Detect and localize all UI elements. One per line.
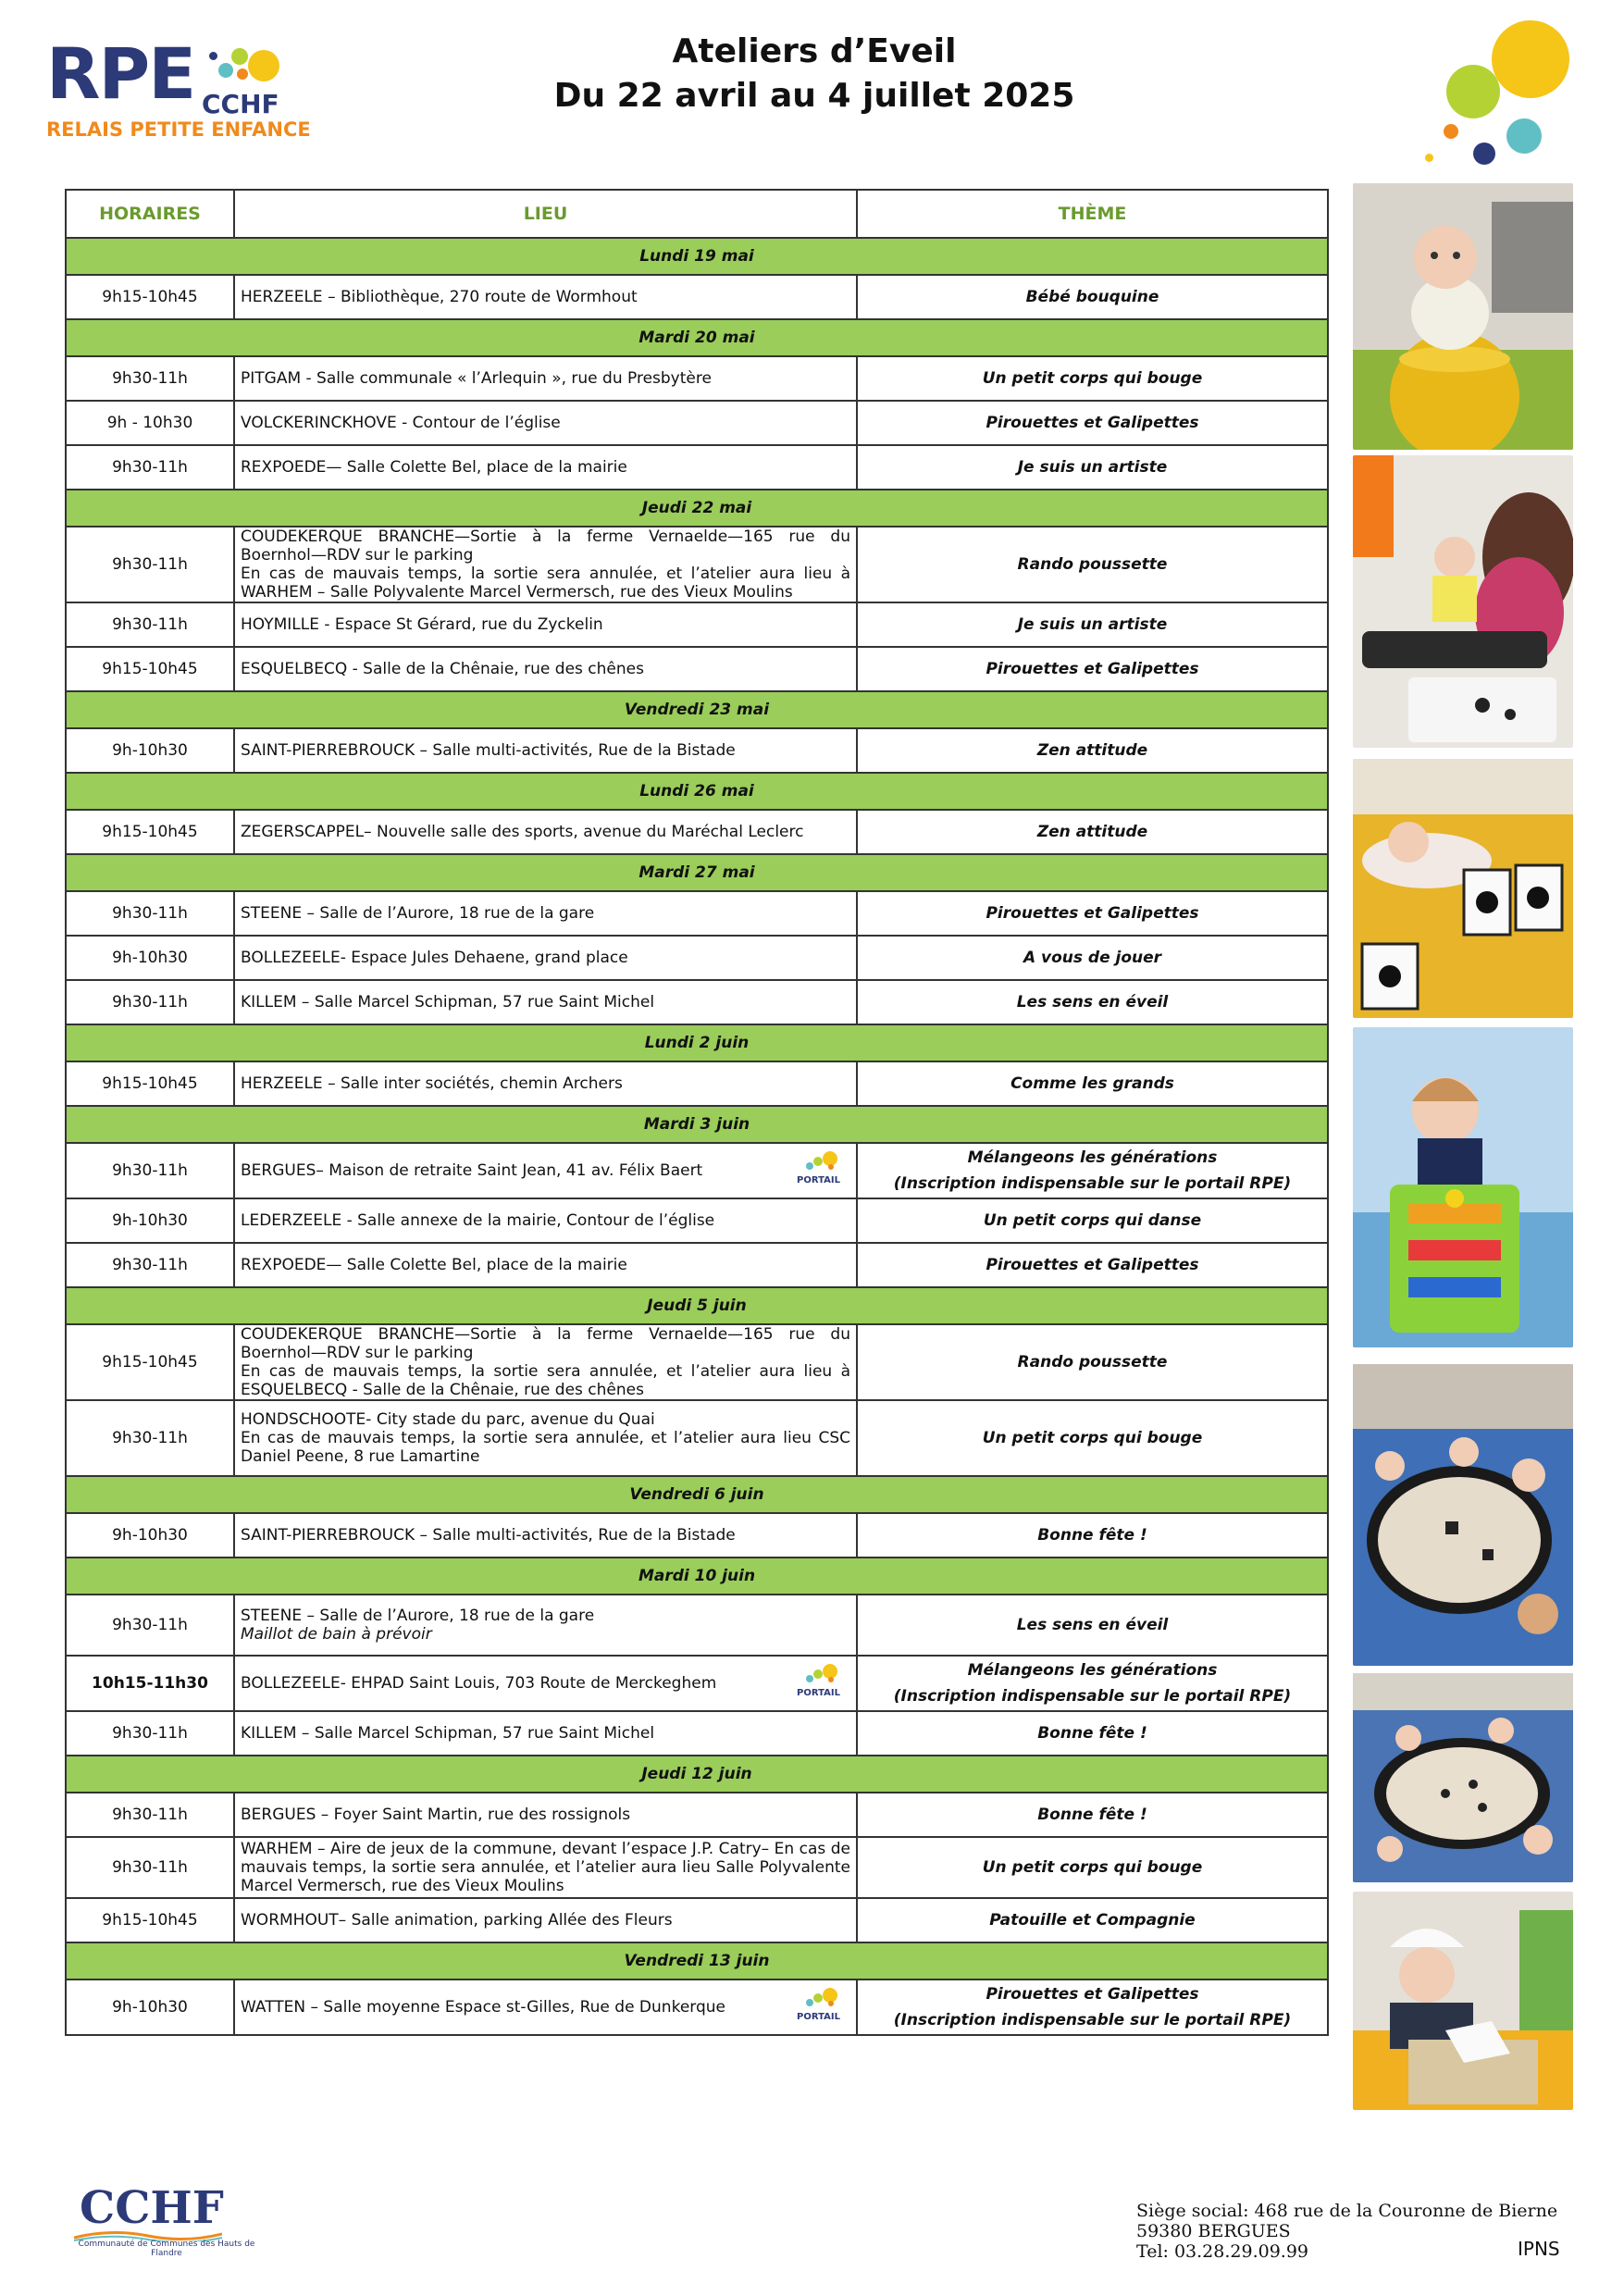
theme-cell [857,1243,1328,1287]
day-label: Lundi 26 mai [66,773,1328,810]
logo-dot-navy [209,52,217,60]
theme-cell [857,647,1328,691]
time-cell: 9h-10h30 [66,728,234,773]
portal-label: PORTAIL [797,1175,840,1185]
day-label: Vendredi 6 juin [66,1476,1328,1513]
day-row [66,1106,1328,1143]
portal-rpe-icon [795,1986,843,2029]
lieu-line: En cas de mauvais temps, la sortie sera annulée, et l’atelier aura lieu à ESQUELBECQ - Salle de la Chênaie, rue des chênes [241,1362,850,1399]
time-cell: 9h30-11h [66,602,234,647]
table-row [66,810,1328,854]
day-label: Jeudi 22 mai [66,490,1328,527]
theme-cell [857,445,1328,490]
theme-cell [857,1980,1328,2035]
table-row [66,1837,1328,1898]
lieu-line: STEENE – Salle de l’Aurore, 18 rue de la gare [241,1607,595,1625]
time-cell: 9h30-11h [66,1793,234,1837]
theme-title: Bonne fête ! [1037,1806,1147,1824]
day-label: Lundi 2 juin [66,1024,1328,1061]
theme-title: A vous de jouer [1023,949,1162,967]
table-row [66,401,1328,445]
day-label: Mardi 20 mai [66,319,1328,356]
theme-title: Mélangeons les générations [967,1661,1218,1680]
footer-address [1136,2201,1557,2262]
table-row [66,356,1328,401]
lieu-line: HERZEELE – Bibliothèque, 270 route de Wormhout [241,288,638,306]
lieu-line: KILLEM – Salle Marcel Schipman, 57 rue Saint Michel [241,1724,655,1743]
photo-child-hammer-toy [1353,1027,1573,1347]
day-row [66,238,1328,275]
address-line-3: Tel: 03.28.29.09.99 [1136,2241,1309,2262]
table-header-row [66,190,1328,238]
day-label: Lundi 19 mai [66,238,1328,275]
time-cell: 9h-10h30 [66,936,234,980]
theme-title: Pirouettes et Galipettes [986,1256,1199,1274]
table-row [66,1198,1328,1243]
table-row [66,1324,1328,1400]
logo-dot-green [231,48,248,65]
theme-cell [857,1711,1328,1756]
lieu-line: WARHEM – Aire de jeux de la commune, devant l’espace J.P. Catry– En cas de mauvais temps, la sortie sera annulée, et l’atelier aura lieu Salle Polyvalente Marcel Vermersch, rue des Vieux Moulins [241,1840,850,1895]
lieu-cell [234,1198,857,1243]
table-row [66,445,1328,490]
table-row [66,1143,1328,1198]
time-cell: 9h30-11h [66,980,234,1024]
lieu-line: ESQUELBECQ - Salle de la Chênaie, rue des chênes [241,660,644,678]
theme-title: Pirouettes et Galipettes [986,1985,1199,2004]
lieu-cell [234,1513,857,1558]
time-cell: 9h30-11h [66,1595,234,1656]
header-lieu: LIEU [234,190,857,238]
theme-title: Rando poussette [1017,1353,1168,1371]
table-row [66,1595,1328,1656]
lieu-line: WORMHOUT– Salle animation, parking Allée des Fleurs [241,1911,673,1930]
theme-title: Les sens en éveil [1016,1616,1169,1634]
theme-note: (Inscription indispensable sur le portail RPE) [893,1687,1292,1706]
deco-dot-small-yellow [1425,154,1433,162]
theme-title: Patouille et Compagnie [989,1911,1196,1930]
theme-cell [857,1198,1328,1243]
photo-baby-contrast-cards [1353,759,1573,1018]
theme-cell [857,980,1328,1024]
theme-cell [857,1595,1328,1656]
day-label: Vendredi 23 mai [66,691,1328,728]
table-row [66,728,1328,773]
theme-cell [857,810,1328,854]
lieu-line: BOLLEZEELE- Espace Jules Dehaene, grand place [241,949,628,967]
theme-title: Pirouettes et Galipettes [986,660,1199,678]
cchf-footer-logo [37,2182,255,2258]
logo-subtitle: RELAIS PETITE ENFANCE [46,118,311,141]
theme-note: (Inscription indispensable sur le portail RPE) [893,2011,1292,2029]
time-cell: 9h30-11h [66,356,234,401]
lieu-cell [234,728,857,773]
theme-title: Comme les grands [1010,1074,1174,1093]
table-row [66,602,1328,647]
lieu-line: REXPOEDE— Salle Colette Bel, place de la mairie [241,1256,627,1274]
photo-child-paper-hat [1353,1892,1573,2110]
lieu-cell [234,1711,857,1756]
photo-children-beans [1353,1673,1573,1882]
time-cell: 9h - 10h30 [66,401,234,445]
table-row [66,936,1328,980]
logo-cchf-text: CCHF [202,89,279,119]
theme-title: Un petit corps qui bouge [982,1429,1203,1447]
theme-cell [857,1143,1328,1198]
theme-title: Je suis un artiste [1017,458,1168,477]
header-theme: THÈME [857,190,1328,238]
theme-cell [857,1061,1328,1106]
footer-logo-subtitle: Communauté de Communes des Hauts de Flandre [78,2240,255,2258]
day-row [66,1476,1328,1513]
footer-logo-text: CCHF [80,2182,224,2234]
lieu-cell [234,1143,857,1198]
lieu-cell [234,356,857,401]
theme-title: Je suis un artiste [1017,615,1168,634]
lieu-line: KILLEM – Salle Marcel Schipman, 57 rue Saint Michel [241,993,655,1011]
table-row [66,527,1328,602]
table-row [66,1980,1328,2035]
lieu-line: REXPOEDE— Salle Colette Bel, place de la mairie [241,458,627,477]
table-row [66,275,1328,319]
lieu-cell [234,810,857,854]
lieu-line: SAINT-PIERREBROUCK – Salle multi-activités, Rue de la Bistade [241,1526,736,1545]
lieu-line: SAINT-PIERREBROUCK – Salle multi-activités, Rue de la Bistade [241,741,736,760]
theme-cell [857,1324,1328,1400]
theme-title: Zen attitude [1036,823,1148,841]
theme-cell [857,728,1328,773]
theme-title: Un petit corps qui danse [983,1211,1202,1230]
day-row [66,773,1328,810]
time-cell: 9h-10h30 [66,1198,234,1243]
rpe-logo [46,32,311,150]
lieu-cell [234,445,857,490]
lieu-cell [234,891,857,936]
portal-rpe-icon [795,1662,843,1705]
theme-title: Les sens en éveil [1016,993,1169,1011]
lieu-line: PITGAM - Salle communale « l’Arlequin », rue du Presbytère [241,369,712,388]
time-cell: 9h15-10h45 [66,1061,234,1106]
theme-cell [857,356,1328,401]
title-line-2: Du 22 avril au 4 juillet 2025 [553,77,1075,115]
portal-label: PORTAIL [797,1688,840,1698]
lieu-line: ZEGERSCAPPEL– Nouvelle salle des sports, avenue du Maréchal Leclerc [241,823,804,841]
lieu-cell [234,980,857,1024]
photo-baby-ball [1353,183,1573,450]
time-cell: 9h-10h30 [66,1513,234,1558]
logo-dot-teal [218,63,233,78]
theme-cell [857,1656,1328,1711]
lieu-cell [234,602,857,647]
time-cell: 9h30-11h [66,1143,234,1198]
time-cell: 9h30-11h [66,1243,234,1287]
lieu-cell [234,1243,857,1287]
table-row [66,1061,1328,1106]
lieu-cell [234,647,857,691]
day-row [66,1942,1328,1980]
time-cell: 9h15-10h45 [66,275,234,319]
lieu-line: HERZEELE – Salle inter sociétés, chemin Archers [241,1074,623,1093]
lieu-cell [234,1898,857,1942]
day-row [66,1287,1328,1324]
lieu-cell [234,1061,857,1106]
schedule-body [66,238,1328,2035]
deco-dot-navy [1473,143,1495,165]
time-cell: 9h15-10h45 [66,647,234,691]
theme-title: Bébé bouquine [1025,288,1159,306]
day-label: Jeudi 12 juin [66,1756,1328,1793]
table-row [66,1513,1328,1558]
table-row [66,647,1328,691]
lieu-line: HOYMILLE - Espace St Gérard, rue du Zyckelin [241,615,603,634]
theme-cell [857,891,1328,936]
lieu-cell [234,1656,857,1711]
theme-title: Zen attitude [1036,741,1148,760]
day-label: Mardi 10 juin [66,1558,1328,1595]
deco-dot-teal [1506,118,1542,154]
day-row [66,490,1328,527]
theme-title: Un petit corps qui bouge [982,1858,1203,1877]
lieu-line: VOLCKERINCKHOVE - Contour de l’église [241,414,561,432]
lieu-line: COUDEKERQUE BRANCHE—Sortie à la ferme Vernaelde—165 rue du Boernhol—RDV sur le parking [241,1325,850,1362]
deco-dot-yellow [1492,20,1569,98]
time-cell: 9h15-10h45 [66,1898,234,1942]
lieu-cell [234,527,857,602]
lieu-cell [234,1400,857,1476]
theme-title: Pirouettes et Galipettes [986,904,1199,923]
lieu-line: BERGUES – Foyer Saint Martin, rue des rossignols [241,1806,631,1824]
theme-note: (Inscription indispensable sur le portail RPE) [893,1174,1292,1193]
lieu-cell [234,1793,857,1837]
day-label: Vendredi 13 juin [66,1942,1328,1980]
address-line-2: 59380 BERGUES [1136,2221,1291,2241]
day-row [66,1024,1328,1061]
time-cell: 9h30-11h [66,891,234,936]
theme-cell [857,1793,1328,1837]
day-label: Mardi 3 juin [66,1106,1328,1143]
time-cell: 9h-10h30 [66,1980,234,2035]
lieu-line: WATTEN – Salle moyenne Espace st-Gilles, Rue de Dunkerque [241,1998,725,2017]
lieu-line: Maillot de bain à prévoir [241,1625,432,1644]
logo-dot-yellow [248,50,279,81]
portal-label: PORTAIL [797,2012,840,2022]
lieu-line: En cas de mauvais temps, la sortie sera annulée, et l’atelier aura lieu CSC Daniel Peene, 8 rue Lamartine [241,1429,850,1466]
lieu-line: HONDSCHOOTE- City stade du parc, avenue du Quai [241,1410,655,1429]
deco-dot-orange [1444,124,1458,139]
time-cell: 9h15-10h45 [66,1324,234,1400]
day-row [66,319,1328,356]
lieu-line: LEDERZEELE - Salle annexe de la mairie, Contour de l’église [241,1211,715,1230]
lieu-cell [234,1595,857,1656]
time-cell: 9h30-11h [66,527,234,602]
photo-children-sand-table [1353,1364,1573,1666]
table-row [66,891,1328,936]
logo-rpe-text: RPE [46,32,195,115]
time-cell: 9h30-11h [66,1837,234,1898]
table-row [66,1898,1328,1942]
lieu-cell [234,936,857,980]
theme-title: Bonne fête ! [1037,1724,1147,1743]
page-title [518,30,1110,118]
theme-title: Rando poussette [1017,555,1168,574]
theme-title: Pirouettes et Galipettes [986,414,1199,432]
lieu-cell [234,1837,857,1898]
table-row [66,1400,1328,1476]
day-label: Jeudi 5 juin [66,1287,1328,1324]
lieu-cell [234,1324,857,1400]
theme-cell [857,936,1328,980]
lieu-cell [234,1980,857,2035]
theme-cell [857,1898,1328,1942]
time-cell: 9h30-11h [66,1400,234,1476]
lieu-line: BOLLEZEELE- EHPAD Saint Louis, 703 Route de Merckeghem [241,1674,717,1693]
day-label: Mardi 27 mai [66,854,1328,891]
portal-rpe-icon [795,1149,843,1192]
header-horaires: HORAIRES [66,190,234,238]
lieu-line: BERGUES– Maison de retraite Saint Jean, 41 av. Félix Baert [241,1161,703,1180]
theme-cell [857,401,1328,445]
lieu-line: COUDEKERQUE BRANCHE—Sortie à la ferme Vernaelde—165 rue du Boernhol—RDV sur le parking [241,527,850,565]
theme-cell [857,1400,1328,1476]
theme-cell [857,527,1328,602]
theme-cell [857,1513,1328,1558]
theme-cell [857,275,1328,319]
table-row [66,1793,1328,1837]
table-row [66,1656,1328,1711]
theme-title: Bonne fête ! [1037,1526,1147,1545]
time-cell: 9h15-10h45 [66,810,234,854]
theme-title: Mélangeons les générations [967,1148,1218,1167]
address-line-1: Siège social: 468 rue de la Couronne de Bierne [1136,2201,1558,2221]
lieu-line: En cas de mauvais temps, la sortie sera annulée, et l’atelier aura lieu à WARHEM – Salle Polyvalente Marcel Vermersch, rue des Vieux Moulins [241,565,850,602]
table-row [66,980,1328,1024]
title-line-1: Ateliers d’Eveil [672,32,957,70]
lieu-cell [234,275,857,319]
table-row [66,1243,1328,1287]
table-row [66,1711,1328,1756]
deco-dot-green [1446,65,1500,118]
lieu-line: STEENE – Salle de l’Aurore, 18 rue de la gare [241,904,595,923]
schedule-table [65,189,1329,2036]
photo-child-painting [1353,455,1573,748]
theme-cell [857,1837,1328,1898]
day-row [66,1756,1328,1793]
time-cell: 9h30-11h [66,1711,234,1756]
logo-dot-orange [237,68,248,80]
day-row [66,1558,1328,1595]
time-cell: 10h15-11h30 [66,1656,234,1711]
ipns-label: IPNS [1518,2238,1560,2260]
day-row [66,854,1328,891]
time-cell: 9h30-11h [66,445,234,490]
theme-title: Un petit corps qui bouge [982,369,1203,388]
lieu-cell [234,401,857,445]
theme-cell [857,602,1328,647]
day-row [66,691,1328,728]
